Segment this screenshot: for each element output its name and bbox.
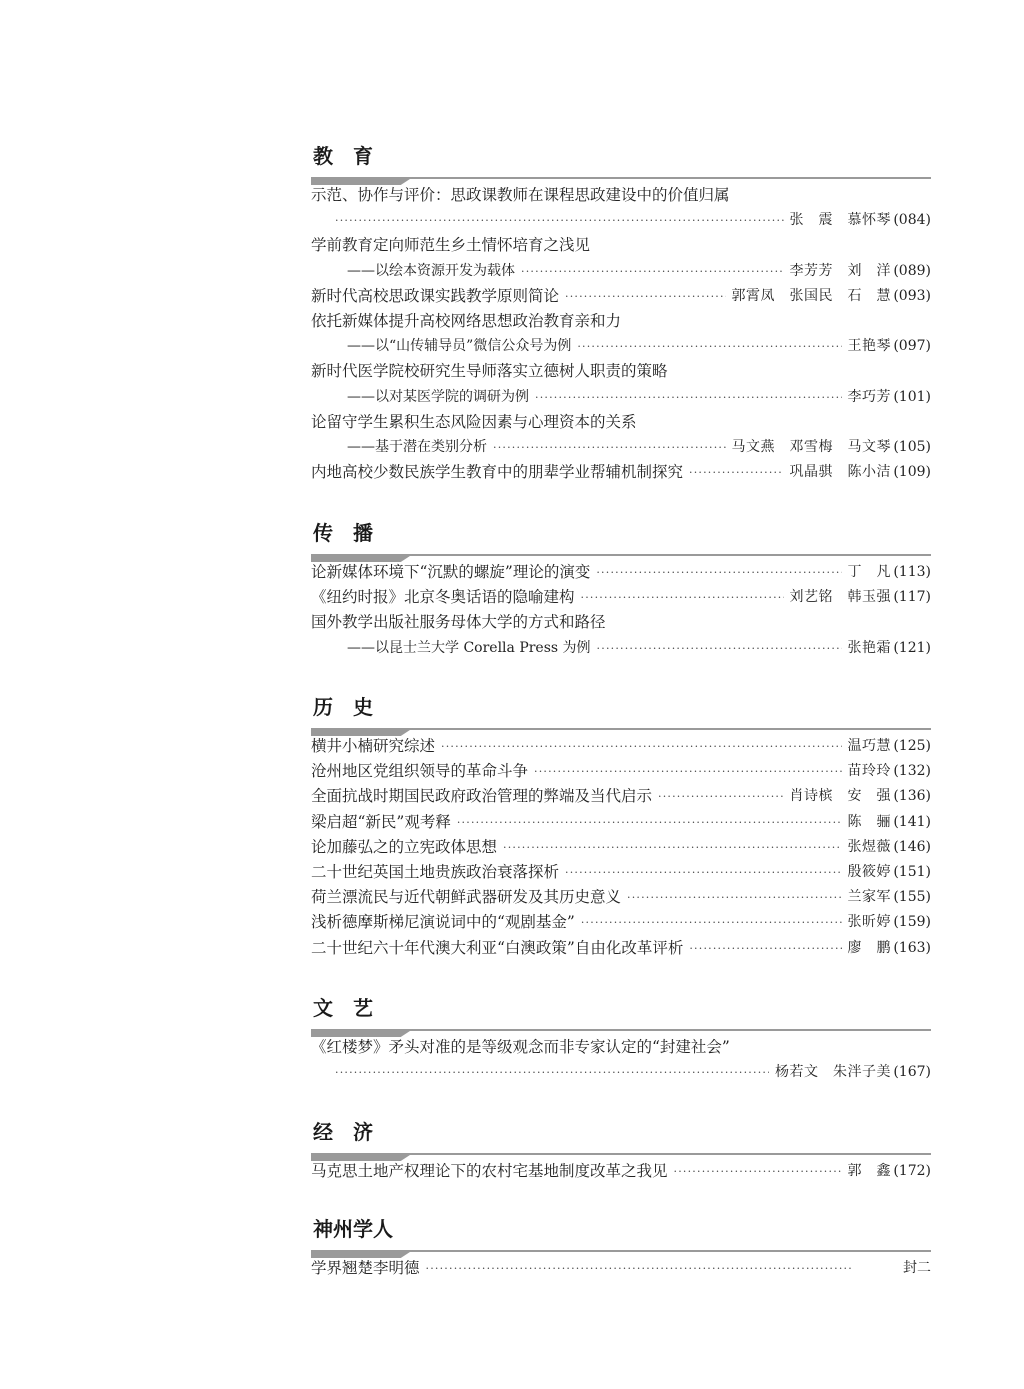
toc-entry[interactable]	[311, 835, 931, 860]
entry-title: 马克思土地产权理论下的农村宅基地制度改革之我见	[311, 1162, 668, 1180]
section-title: 教 育	[313, 144, 373, 168]
section-title: 传 播	[313, 521, 373, 545]
toc-entry[interactable]	[311, 1060, 931, 1085]
entry-page: (136)	[893, 788, 931, 805]
leader-dots	[577, 334, 841, 359]
entry-authors: 李芳芳 刘 洋	[789, 262, 891, 279]
entry-authors: 巩晶骐 陈小洁	[789, 464, 891, 481]
entry-page: (151)	[893, 864, 931, 880]
leader-dots	[335, 1060, 769, 1085]
entry-title: 新时代医学院校研究生导师落实立德树人职责的策略	[311, 362, 668, 381]
toc-entry[interactable]	[311, 284, 931, 309]
leader-dots	[535, 385, 842, 410]
entry-authors: 张昕婷	[847, 914, 891, 931]
entry-title: 荷兰漂流民与近代朝鲜武器研发及其历史意义	[311, 888, 622, 907]
section-title: 经 济	[313, 1120, 373, 1144]
entry-title: 二十世纪六十年代澳大利亚“白澳政策”自由化改革评析	[311, 938, 684, 957]
leader-dots	[627, 885, 841, 910]
leader-dots	[658, 784, 783, 809]
entry-page: (113)	[893, 564, 931, 580]
entry-page: 封二	[903, 1260, 931, 1276]
entry-title: 内地高校少数民族学生教育中的朋辈学业帮辅机制探究	[311, 463, 684, 482]
section-title: 历 史	[313, 695, 373, 719]
entry-title: 浅析德摩斯梯尼演说词中的“观剧基金”	[311, 913, 575, 932]
toc-entry[interactable]	[311, 435, 931, 460]
toc-entry[interactable]	[311, 936, 931, 961]
entry-authors: 郭霄凤 张国民 石 慧	[731, 287, 891, 304]
entry-title: 沧州地区党组织领导的革命斗争	[311, 762, 529, 781]
toc-entry[interactable]	[311, 810, 931, 835]
entry-authors: 张艳霜	[847, 639, 891, 656]
leader-dots	[565, 284, 725, 309]
entry-page: (101)	[893, 388, 931, 405]
leader-dots	[441, 734, 841, 759]
toc-entry-title[interactable]	[311, 233, 931, 258]
entry-page: (089)	[893, 262, 931, 279]
section-title: 文 艺	[313, 996, 373, 1020]
section-title: 神州学人	[313, 1217, 393, 1241]
entry-page: (159)	[893, 914, 931, 931]
leader-dots	[493, 435, 726, 460]
leader-dots	[581, 585, 784, 610]
toc-entry[interactable]	[311, 1256, 931, 1281]
leader-dots	[521, 259, 784, 284]
leader-dots	[596, 560, 841, 585]
leader-dots	[426, 1256, 853, 1281]
toc-entry[interactable]	[311, 460, 931, 485]
entry-authors: 郭 鑫	[847, 1163, 891, 1179]
toc-entry-title[interactable]	[311, 309, 931, 334]
leader-dots	[674, 1159, 842, 1184]
entry-title: 二十世纪英国土地贵族政治衰落探析	[311, 863, 560, 881]
toc-entry[interactable]	[311, 636, 931, 661]
entry-title: 全面抗战时期国民政府政治管理的弊端及当代启示	[311, 787, 653, 806]
toc-entry[interactable]	[311, 1159, 931, 1184]
entry-title: 依托新媒体提升高校网络思想政治教育亲和力	[311, 312, 622, 330]
entry-page: (117)	[893, 589, 931, 606]
toc-entry[interactable]	[311, 910, 931, 935]
entry-title: 论加藤弘之的立宪政体思想	[311, 837, 498, 856]
toc-entry-title[interactable]	[311, 610, 931, 635]
toc-entry-title[interactable]	[311, 183, 931, 208]
entry-page: (121)	[893, 639, 931, 656]
entry-authors: 李巧芳	[847, 388, 891, 405]
entry-title: 学前教育定向师范生乡土情怀培育之浅见	[311, 236, 591, 255]
entry-title: ——以昆士兰大学 Corella Press 为例	[347, 639, 591, 656]
entry-authors: 廖 鹏	[847, 939, 891, 956]
entry-title: 《红楼梦》矛头对准的是等级观念而非专家认定的“封建社会”	[311, 1038, 730, 1056]
entry-authors: 肖诗槟 安 强	[789, 788, 891, 805]
leader-dots	[534, 759, 841, 784]
toc-entry-title[interactable]	[311, 359, 931, 384]
entry-page: (141)	[893, 813, 931, 830]
leader-dots	[565, 860, 841, 885]
entry-title: 新时代高校思政课实践教学原则简论	[311, 286, 560, 305]
entry-authors: 苗玲玲	[847, 763, 891, 780]
toc-entry-title[interactable]	[311, 1035, 931, 1060]
toc-entry[interactable]	[311, 734, 931, 759]
entry-title: 国外教学出版社服务母体大学的方式和路径	[311, 613, 606, 632]
entry-title: 论留守学生累积生态风险因素与心理资本的关系	[311, 412, 637, 431]
toc-entry-title[interactable]	[311, 410, 931, 435]
entry-title: 《纽约时报》北京冬奥话语的隐喻建构	[311, 588, 575, 607]
entry-page: (084)	[893, 212, 931, 229]
leader-dots	[689, 936, 841, 961]
entry-page: (163)	[893, 939, 931, 956]
entry-title: 横井小楠研究综述	[311, 737, 436, 755]
entry-page: (093)	[893, 287, 931, 304]
entry-page: (146)	[893, 838, 931, 855]
leader-dots	[597, 636, 842, 661]
entry-title: 学界翘楚李明德	[311, 1259, 420, 1277]
toc-entry[interactable]	[311, 885, 931, 910]
entry-page: (097)	[893, 338, 931, 355]
entry-authors: 温巧慧	[847, 738, 891, 754]
entry-page: (172)	[893, 1163, 931, 1179]
leader-dots	[335, 208, 784, 233]
toc-entry[interactable]	[311, 259, 931, 284]
entry-title: ——以“山传辅导员”微信公众号为例	[347, 338, 572, 355]
entry-page: (155)	[893, 889, 931, 906]
entry-authors: 张煜薇	[847, 838, 891, 855]
entry-authors: 杨若文 朱泮子美	[775, 1064, 891, 1081]
entry-authors: 王艳琴	[847, 338, 891, 355]
leader-dots	[503, 835, 841, 860]
entry-title: 论新媒体环境下“沉默的螺旋”理论的演变	[311, 563, 591, 581]
toc-entry[interactable]	[311, 385, 931, 410]
entry-page: (105)	[893, 439, 931, 455]
toc-entry[interactable]	[311, 560, 931, 585]
toc-entry[interactable]	[311, 585, 931, 610]
entry-authors: 陈 骊	[847, 813, 891, 830]
entry-title: ——基于潜在类别分析	[347, 439, 487, 455]
entry-authors: 刘艺铭 韩玉强	[789, 589, 891, 606]
toc-entry[interactable]	[311, 860, 931, 885]
entry-title: 梁启超“新民”观考释	[311, 812, 451, 831]
leader-dots	[581, 910, 842, 935]
toc-entry[interactable]	[311, 208, 931, 233]
entry-authors: 丁 凡	[847, 564, 891, 580]
entry-authors: 殷筱婷	[847, 864, 891, 880]
toc-entry[interactable]	[311, 784, 931, 809]
entry-title: ——以对某医学院的调研为例	[347, 388, 529, 405]
entry-page: (109)	[893, 464, 931, 481]
toc-entry[interactable]	[311, 334, 931, 359]
entry-title: ——以绘本资源开发为载体	[347, 262, 515, 279]
entry-authors: 张 震 慕怀琴	[789, 212, 891, 229]
entry-authors: 兰家军	[847, 889, 891, 906]
table-of-contents	[311, 0, 931, 1389]
leader-dots	[689, 460, 783, 485]
entry-page: (125)	[893, 738, 931, 754]
entry-authors: 马文燕 邓雪梅 马文琴	[731, 439, 891, 455]
entry-page: (167)	[893, 1064, 931, 1081]
entry-title: 示范、协作与评价：思政课教师在课程思政建设中的价值归属	[311, 186, 730, 204]
leader-dots	[457, 810, 842, 835]
entry-page: (132)	[893, 763, 931, 780]
toc-entry[interactable]	[311, 759, 931, 784]
